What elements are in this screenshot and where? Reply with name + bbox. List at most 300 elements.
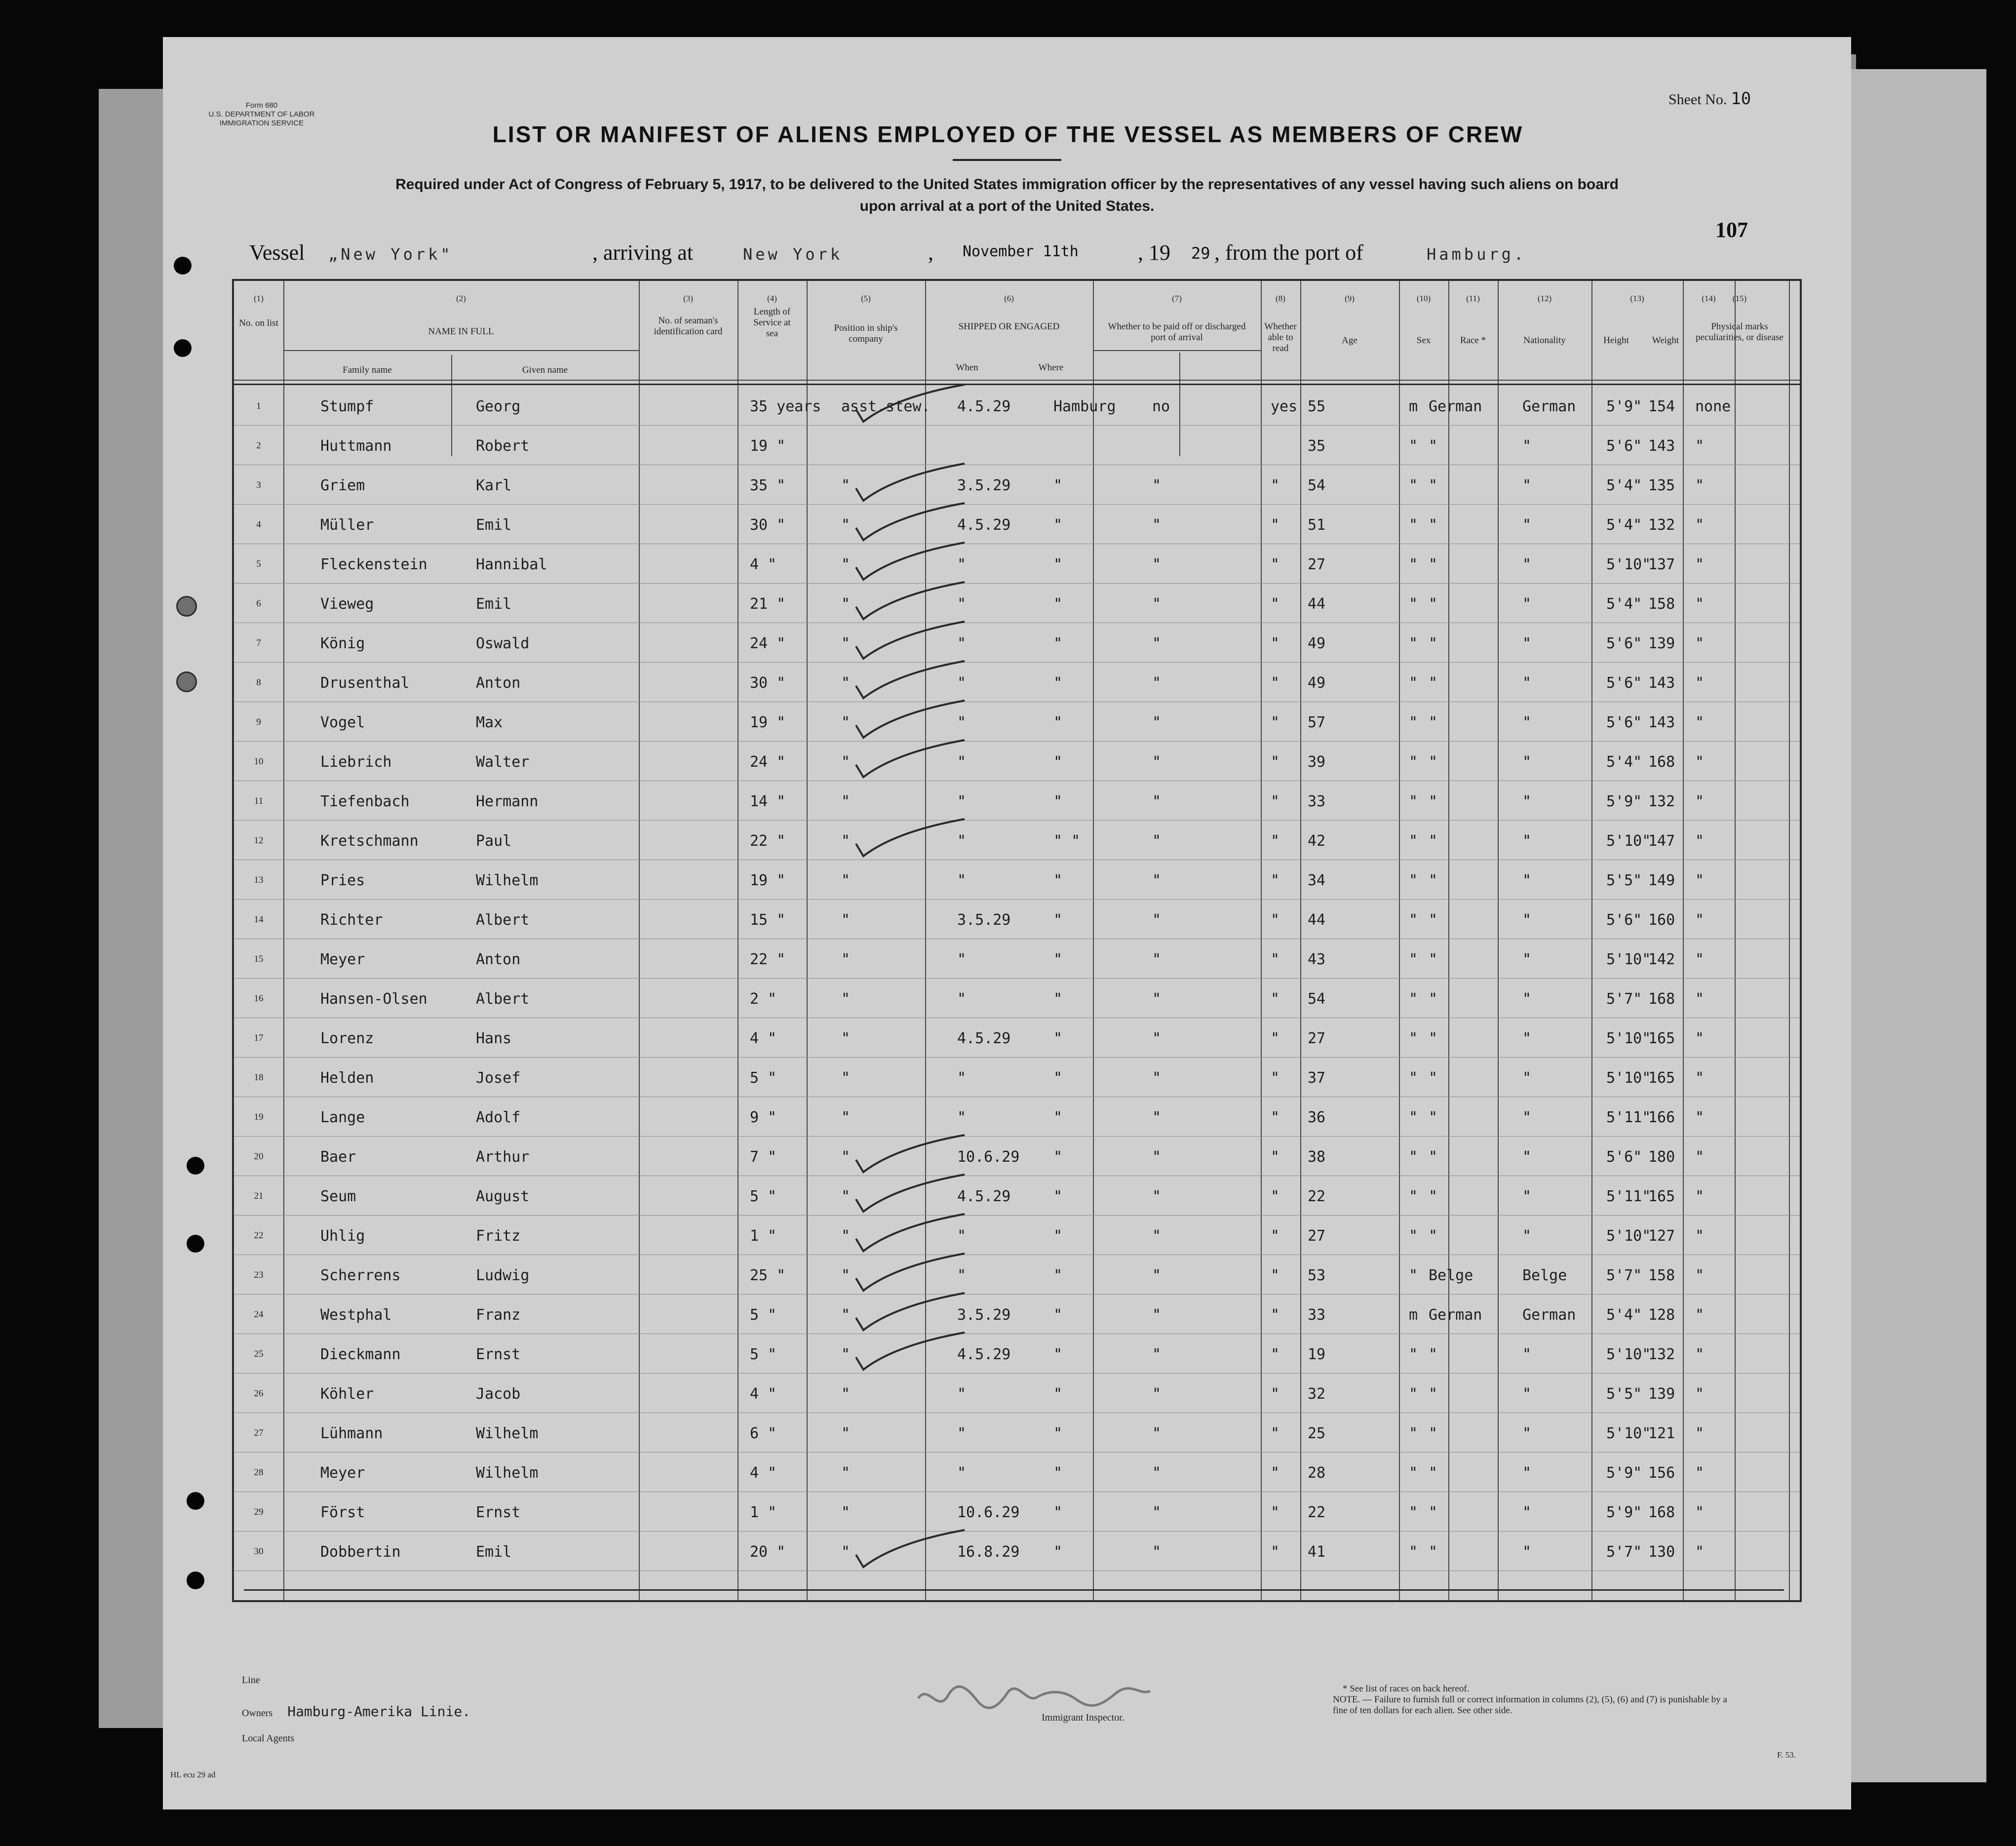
cell-row-number: 20 [254,1151,264,1162]
cell-row-number: 27 [254,1428,264,1438]
cell-sex: " [1409,1385,1418,1403]
cell-length-of-service: 24 " [750,635,786,652]
cell-given-name: Hans [476,1030,512,1047]
cell-age: 53 [1308,1267,1326,1284]
header-col8-number: (8) [1276,294,1285,303]
cell-shipped-when: 4.5.29 [957,1346,1011,1363]
cell-row-number: 1 [256,401,261,411]
cell-family-name: Fleckenstein [320,556,427,573]
cell-shipped-when: " [957,753,967,771]
cell-paid-off: " [1152,1425,1162,1442]
cell-weight: 143 [1648,437,1675,455]
cell-sex: " [1409,516,1418,534]
cell-able-to-read: " [1271,1425,1280,1442]
cell-shipped-when: " [957,714,967,731]
cell-height: 5'6" [1606,714,1642,731]
row-rule [234,1452,1800,1453]
cell-physical-marks: " [1695,1069,1705,1087]
cell-nationality: " [1522,1109,1532,1126]
row-rule [234,820,1800,821]
cell-sex: " [1409,911,1418,929]
cell-length-of-service: 35 years [750,398,821,415]
table-row [234,782,1800,821]
header-col9: Age [1342,335,1357,346]
cell-given-name: Walter [476,753,530,771]
cell-nationality: " [1522,1543,1532,1561]
cell-able-to-read: " [1271,1464,1280,1482]
header-col14: Weight [1652,335,1679,346]
cell-weight: 139 [1648,635,1675,652]
cell-shipped-where: " [1053,635,1063,652]
header-subdivider [283,350,639,351]
header-col9-number: (9) [1345,294,1355,303]
cell-nationality: " [1522,793,1532,810]
cell-shipped-where: " [1053,674,1063,692]
cell-given-name: Karl [476,477,512,494]
cell-length-of-service: 6 " [750,1425,777,1442]
cell-given-name: Albert [476,911,530,929]
cell-nationality: " [1522,753,1532,771]
year-prefix: , 19 [1138,240,1170,265]
header-col6: SHIPPED OR ENGAGED [958,321,1060,332]
cell-nationality: " [1522,1148,1532,1166]
check-mark [851,382,969,427]
row-rule [234,1531,1800,1532]
cell-family-name: Tiefenbach [320,793,410,810]
cell-family-name: Helden [320,1069,374,1087]
cell-position-in-company: " [841,1227,851,1245]
table-row [234,1296,1800,1334]
cell-weight: 135 [1648,477,1675,494]
cell-weight: 166 [1648,1109,1675,1126]
cell-position-in-company: " [841,911,851,929]
cell-shipped-where: " [1053,1543,1063,1561]
cell-nationality: German [1522,1306,1576,1324]
cell-shipped-where: Hamburg [1053,398,1116,415]
cell-shipped-when: " [957,1385,967,1403]
cell-sex: " [1409,951,1418,968]
cell-shipped-when: " [957,872,967,889]
cell-physical-marks: " [1695,477,1705,494]
cell-length-of-service: 4 " [750,556,777,573]
cell-height: 5'4" [1606,753,1642,771]
cell-sex: " [1409,1030,1418,1047]
cell-row-number: 17 [254,1033,264,1043]
cell-age: 39 [1308,753,1326,771]
table-row [234,1532,1800,1571]
cell-weight: 130 [1648,1543,1675,1561]
cell-shipped-where: " [1053,1267,1063,1284]
cell-position-in-company: " [841,595,851,613]
cell-race: " [1429,1069,1438,1087]
cell-row-number: 9 [256,717,261,727]
cell-sex: " [1409,753,1418,771]
crew-manifest-table [232,279,1802,1602]
cell-position-in-company: " [841,714,851,731]
cell-position-in-company: " [841,1425,851,1442]
check-mark [851,1172,969,1217]
cell-paid-off: " [1152,516,1162,534]
cell-position-in-company: " [841,1504,851,1521]
cell-age: 44 [1308,911,1326,929]
header-col7: Whether to be paid off or discharged port of arrival [1108,321,1246,343]
arrival-port: New York [743,245,843,264]
header-col8: Whether able to read [1264,321,1297,353]
cell-height: 5'7" [1606,1543,1642,1561]
cell-height: 5'6" [1606,1148,1642,1166]
cell-row-number: 15 [254,954,264,964]
cell-nationality: " [1522,1188,1532,1205]
cell-given-name: Emil [476,516,512,534]
cell-length-of-service: 4 " [750,1464,777,1482]
row-rule [234,899,1800,900]
cell-length-of-service: 22 " [750,832,786,850]
cell-height: 5'6" [1606,437,1642,455]
cell-paid-off: " [1152,674,1162,692]
penalty-note: NOTE. — Failure to furnish full or correct information in columns (2), (5), (6) and (7) is punishable by a fine of ten dollars for each alien. See other side. [1333,1694,1727,1716]
row-rule [234,1373,1800,1374]
title-underline [953,159,1061,161]
bottom-right-code: F. 53. [1777,1750,1796,1760]
cell-height: 5'9" [1606,1464,1642,1482]
cell-able-to-read: " [1271,595,1280,613]
cell-physical-marks: " [1695,1109,1705,1126]
check-mark [851,461,969,506]
cell-physical-marks: " [1695,1464,1705,1482]
footer-owners-label: Owners [242,1708,273,1719]
cell-sex: " [1409,674,1418,692]
cell-shipped-where: " [1053,595,1063,613]
cell-race: " [1429,911,1438,929]
cell-shipped-when: 3.5.29 [957,477,1011,494]
cell-age: 36 [1308,1109,1326,1126]
cell-able-to-read: " [1271,951,1280,968]
punch-hole [174,257,192,275]
cell-height: 5'9" [1606,398,1642,415]
cell-family-name: Baer [320,1148,356,1166]
punch-hole [187,1157,204,1175]
cell-row-number: 12 [254,835,264,846]
cell-paid-off: " [1152,1543,1162,1561]
cell-height: 5'9" [1606,1504,1642,1521]
header-col6-number: (6) [1004,294,1014,303]
cell-weight: 158 [1648,595,1675,613]
page-subtitle [217,174,1797,217]
cell-weight: 156 [1648,1464,1675,1482]
punch-hole [174,339,192,357]
footer-agents-label: Local Agents [242,1733,295,1744]
cell-family-name: Dieckmann [320,1346,401,1363]
cell-paid-off: " [1152,793,1162,810]
cell-shipped-where: " [1053,911,1063,929]
sheet-number-value: 10 [1731,89,1751,109]
cell-age: 54 [1308,477,1326,494]
cell-race: " [1429,990,1438,1008]
row-rule [234,741,1800,742]
header-col4-number: (4) [767,294,777,303]
cell-sex: m [1409,1306,1418,1324]
cell-given-name: Josef [476,1069,521,1087]
cell-able-to-read: " [1271,753,1280,771]
cell-able-to-read: " [1271,1109,1280,1126]
cell-position-in-company: " [841,990,851,1008]
cell-length-of-service: 5 " [750,1069,777,1087]
cell-paid-off: " [1152,1188,1162,1205]
cell-physical-marks: " [1695,1504,1705,1521]
cell-shipped-where: " [1053,1188,1063,1205]
cell-position-in-company: " [841,872,851,889]
cell-given-name: Hermann [476,793,539,810]
cell-able-to-read: " [1271,556,1280,573]
header-col5-number: (5) [861,294,871,303]
cell-age: 33 [1308,793,1326,810]
cell-shipped-where: " [1053,1109,1063,1126]
cell-given-name: Jacob [476,1385,521,1403]
background-sheet-right [1836,69,1986,1782]
cell-given-name: Anton [476,951,521,968]
cell-family-name: Dobbertin [320,1543,401,1561]
cell-position-in-company: asst.stew. [841,398,930,415]
punch-hole [187,1492,204,1510]
cell-height: 5'10" [1606,1030,1651,1047]
cell-position-in-company: " [841,1267,851,1284]
cell-height: 5'5" [1606,1385,1642,1403]
cell-race: " [1429,477,1438,494]
cell-height: 5'10" [1606,556,1651,573]
cell-physical-marks: " [1695,1385,1705,1403]
row-rule [234,1057,1800,1058]
cell-shipped-where: " " [1053,832,1081,850]
cell-physical-marks: " [1695,1227,1705,1245]
cell-age: 54 [1308,990,1326,1008]
table-row [234,1375,1800,1413]
cell-sex: " [1409,1109,1418,1126]
table-row [234,1256,1800,1295]
cell-age: 32 [1308,1385,1326,1403]
cell-given-name: August [476,1188,530,1205]
cell-sex: " [1409,437,1418,455]
cell-weight: 137 [1648,556,1675,573]
cell-shipped-when: " [957,1227,967,1245]
header-col7-number: (7) [1172,294,1182,303]
cell-paid-off: " [1152,1227,1162,1245]
footer-agents-field [242,1733,294,1744]
cell-shipped-when: 3.5.29 [957,1306,1011,1324]
cell-physical-marks: " [1695,714,1705,731]
header-col14-number: (14) [1702,294,1716,303]
cell-shipped-when: " [957,951,967,968]
cell-age: 51 [1308,516,1326,534]
check-mark [851,501,969,545]
cell-physical-marks: " [1695,1306,1705,1324]
cell-height: 5'7" [1606,990,1642,1008]
bottom-left-code: HL ecu 29 ad [170,1770,216,1779]
cell-paid-off: " [1152,832,1162,850]
cell-length-of-service: 5 " [750,1188,777,1205]
cell-shipped-where: " [1053,477,1063,494]
cell-position-in-company: " [841,477,851,494]
cell-nationality: " [1522,714,1532,731]
cell-shipped-where: " [1053,1504,1063,1521]
cell-weight: 165 [1648,1030,1675,1047]
check-mark [851,1291,969,1335]
check-mark [851,1528,969,1572]
row-rule [234,1215,1800,1216]
table-row [234,822,1800,860]
cell-physical-marks: " [1695,1148,1705,1166]
cell-age: 44 [1308,595,1326,613]
cell-length-of-service: 19 " [750,437,786,455]
cell-age: 27 [1308,556,1326,573]
cell-position-in-company: " [841,1346,851,1363]
check-mark [851,580,969,624]
cell-row-number: 10 [254,756,264,767]
cell-shipped-when: 10.6.29 [957,1148,1020,1166]
punch-hole [176,671,197,692]
cell-shipped-when: " [957,1109,967,1126]
header-col12-number: (12) [1537,294,1552,303]
cell-shipped-where: " [1053,1227,1063,1245]
inspector-label: Immigrant Inspector. [1042,1712,1124,1723]
cell-weight: 127 [1648,1227,1675,1245]
cell-row-number: 24 [254,1309,264,1320]
cell-length-of-service: 15 " [750,911,786,929]
cell-given-name: Wilhelm [476,1464,539,1482]
vessel-label: Vessel [249,240,305,265]
cell-race: German [1429,1306,1482,1324]
cell-physical-marks: " [1695,1346,1705,1363]
cell-length-of-service: 25 " [750,1267,786,1284]
cell-paid-off: " [1152,477,1162,494]
cell-shipped-where: " [1053,872,1063,889]
cell-shipped-when: " [957,990,967,1008]
cell-height: 5'9" [1606,793,1642,810]
cell-race: " [1429,1227,1438,1245]
cell-row-number: 5 [256,559,261,569]
cell-sex: " [1409,1464,1418,1482]
cell-able-to-read: " [1271,872,1280,889]
footer-owners-value: Hamburg-Amerika Linie. [287,1703,471,1720]
arriving-label: , arriving at [592,240,694,265]
cell-length-of-service: 19 " [750,714,786,731]
cell-race: " [1429,753,1438,771]
cell-given-name: Anton [476,674,521,692]
cell-nationality: " [1522,1464,1532,1482]
cell-shipped-when: " [957,793,967,810]
cell-shipped-when: " [957,595,967,613]
cell-given-name: Hannibal [476,556,547,573]
cell-weight: 149 [1648,872,1675,889]
cell-age: 19 [1308,1346,1326,1363]
header-col12: Nationality [1523,335,1566,346]
cell-age: 27 [1308,1030,1326,1047]
cell-length-of-service: 9 " [750,1109,777,1126]
cell-height: 5'10" [1606,832,1651,850]
cell-race: " [1429,437,1438,455]
cell-position-in-company: " [841,1069,851,1087]
from-port-label: , from the port of [1214,240,1363,265]
cell-given-name: Emil [476,1543,512,1561]
cell-shipped-when: " [957,556,967,573]
header-col13-number: (13) [1630,294,1644,303]
cell-row-number: 16 [254,993,264,1004]
sheet-number-label: Sheet No. [1668,91,1727,108]
cell-sex: " [1409,1543,1418,1561]
cell-physical-marks: " [1695,951,1705,968]
table-row [234,1059,1800,1097]
comma: , [928,240,933,265]
cell-weight: 160 [1648,911,1675,929]
cell-shipped-where: " [1053,516,1063,534]
table-row [234,1177,1800,1216]
cell-physical-marks: " [1695,635,1705,652]
cell-length-of-service: 19 " [750,872,786,889]
cell-shipped-where: " [1053,1425,1063,1442]
cell-row-number: 4 [256,519,261,530]
cell-race: " [1429,872,1438,889]
cell-paid-off: " [1152,1346,1162,1363]
cell-family-name: Meyer [320,1464,365,1482]
cell-shipped-where: " [1053,990,1063,1008]
cell-position-in-company: " [841,1385,851,1403]
cell-family-name: Vieweg [320,595,374,613]
cell-physical-marks: " [1695,556,1705,573]
header-col3-number: (3) [683,294,693,303]
cell-length-of-service: 22 " [750,951,786,968]
cell-given-name: Ludwig [476,1267,530,1284]
cell-row-number: 2 [256,440,261,451]
cell-nationality: German [1522,398,1576,415]
cell-sex: " [1409,990,1418,1008]
cell-shipped-where: " [1053,714,1063,731]
row-rule [234,1136,1800,1137]
table-row [234,1493,1800,1532]
cell-sex: " [1409,1227,1418,1245]
table-row [234,743,1800,781]
table-row [234,940,1800,979]
cell-paid-off: " [1152,714,1162,731]
cell-shipped-when: 10.6.29 [957,1504,1020,1521]
table-row [234,664,1800,702]
cell-shipped-when: 4.5.29 [957,1188,1011,1205]
cell-race: " [1429,1543,1438,1561]
row-rule [234,425,1800,426]
cell-weight: 168 [1648,990,1675,1008]
cell-sex: " [1409,872,1418,889]
cell-paid-off: " [1152,753,1162,771]
cell-age: 25 [1308,1425,1326,1442]
cell-age: 49 [1308,674,1326,692]
cell-given-name: Adolf [476,1109,521,1126]
check-mark [851,738,969,782]
cell-able-to-read: " [1271,793,1280,810]
cell-weight: 143 [1648,714,1675,731]
cell-family-name: Drusenthal [320,674,410,692]
cell-sex: " [1409,832,1418,850]
cell-able-to-read: " [1271,674,1280,692]
cell-shipped-where: " [1053,1464,1063,1482]
cell-able-to-read: " [1271,516,1280,534]
header-col2-number: (2) [456,294,466,303]
header-col10-number: (10) [1416,294,1431,303]
vessel-name: „New York" [328,245,453,264]
cell-position-in-company: " [841,753,851,771]
cell-family-name: Westphal [320,1306,392,1324]
table-row [234,980,1800,1018]
cell-nationality: " [1522,595,1532,613]
cell-able-to-read: " [1271,1385,1280,1403]
cell-family-name: Lühmann [320,1425,383,1442]
